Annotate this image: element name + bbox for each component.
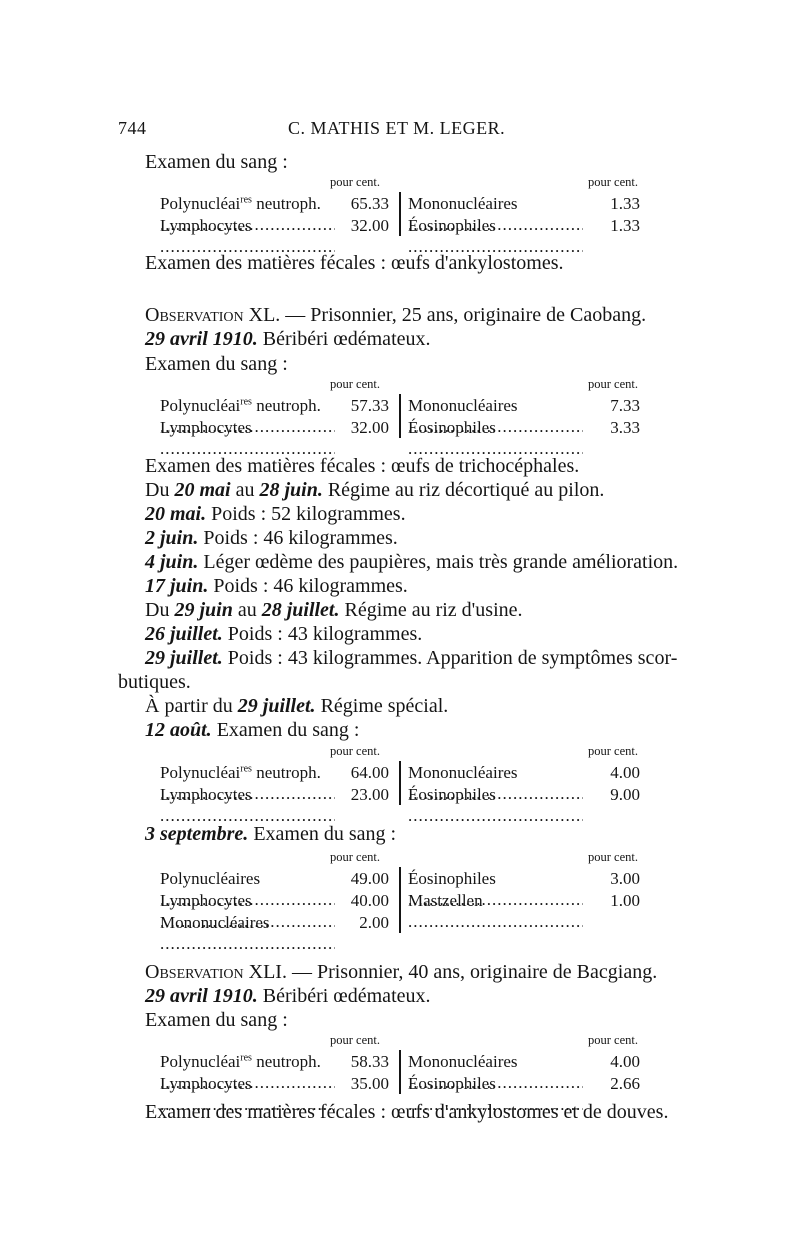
paragraph-line: Examen du sang : xyxy=(145,151,288,173)
paragraph-line: Examen des matières fécales : œufs de trichocéphales. xyxy=(145,455,580,477)
cell-label: Polynucléai$^{res}$ neutroph. ..... xyxy=(160,395,335,437)
cell-label: Polynucléai$^{res}$ neutroph. ..... xyxy=(160,193,335,235)
unit-header-left: pour cent. xyxy=(330,377,380,391)
paragraph-line: 29 juillet. Poids : 43 kilogrammes. Apparition de symptômes scor- xyxy=(145,647,678,669)
table-row xyxy=(160,762,640,783)
cell-label: Lymphocytes ..... xyxy=(160,784,335,826)
paragraph-line: 2 juin. Poids : 46 kilogrammes. xyxy=(145,527,398,549)
paragraph-line: butiques. xyxy=(118,671,191,693)
cell-label: Lymphocytes ..... xyxy=(160,215,335,257)
cell-label-right: Mononucléaires ..... xyxy=(408,1051,583,1093)
cell-value-right: 1.00 xyxy=(610,891,640,910)
paragraph-line: Du 29 juin au 28 juillet. Régime au riz d'usine. xyxy=(145,599,523,621)
paragraph-line: À partir du 29 juillet. Régime spécial. xyxy=(145,695,449,717)
cell-value-right: 2.66 xyxy=(610,1074,640,1093)
running-title: C. MATHIS ET M. LEGER. xyxy=(288,118,506,138)
observation-heading: Observation XLI. — Prisonnier, 40 ans, originaire de Bacgiang. xyxy=(145,961,658,983)
paragraph-line: Examen des matières fécales : œufs d'ankylostomes et de douves. xyxy=(145,1101,669,1123)
cell-value-right: 9.00 xyxy=(610,785,640,804)
unit-header-right: pour cent. xyxy=(588,377,638,391)
table-row xyxy=(160,193,640,214)
cell-label: Lymphocytes ..... xyxy=(160,417,335,459)
cell-label-right: Mononucléaires ..... xyxy=(408,762,583,804)
paragraph-line: Examen du sang : xyxy=(145,353,288,375)
cell-label-right: Mastzellen ..... xyxy=(408,890,583,932)
cell-label: Lymphocytes ..... xyxy=(160,1073,335,1115)
page-number: 744 xyxy=(118,118,147,138)
unit-header-left: pour cent. xyxy=(330,1033,380,1047)
paragraph-line: 3 septembre. Examen du sang : xyxy=(145,823,397,845)
paragraph-line: Examen des matières fécales : œufs d'ankylostomes. xyxy=(145,252,564,274)
cell-label-right: Mononucléaires ..... xyxy=(408,193,583,235)
cell-value-right: 1.33 xyxy=(610,216,640,235)
unit-header-right: pour cent. xyxy=(588,175,638,189)
cell-label-right: Éosinophiles ..... xyxy=(408,868,583,910)
cell-value: 35.00 xyxy=(350,1074,389,1093)
cell-label: Lymphocytes ..... xyxy=(160,890,335,932)
cell-value: 64.00 xyxy=(350,763,389,782)
unit-header-left: pour cent. xyxy=(330,850,380,864)
observation-heading: Observation XL. — Prisonnier, 25 ans, originaire de Caobang. xyxy=(145,304,647,326)
paragraph-line: 4 juin. Léger œdème des paupières, mais très grande amélioration. xyxy=(145,551,679,573)
table-row xyxy=(160,1073,640,1094)
cell-label-right: Mononucléaires ..... xyxy=(408,395,583,437)
paragraph-line: 17 juin. Poids : 46 kilogrammes. xyxy=(145,575,408,597)
cell-value: 40.00 xyxy=(350,891,389,910)
cell-label-right: Éosinophiles ..... xyxy=(408,1073,583,1115)
cell-label: Polynucléaires ..... xyxy=(160,868,335,910)
cell-value: 23.00 xyxy=(350,785,389,804)
cell-label-right: Éosinophiles ..... xyxy=(408,784,583,826)
paragraph-line: 29 avril 1910. Béribéri œdémateux. xyxy=(145,328,431,350)
blood-table-5 xyxy=(160,1033,640,1099)
unit-header-right: pour cent. xyxy=(588,744,638,758)
unit-header-right: pour cent. xyxy=(588,1033,638,1047)
table-row xyxy=(160,1051,640,1072)
cell-value-right: 4.00 xyxy=(610,763,640,782)
cell-value-right: 3.33 xyxy=(610,418,640,437)
unit-header-left: pour cent. xyxy=(330,175,380,189)
blood-table-4 xyxy=(160,850,640,938)
paragraph-line: 26 juillet. Poids : 43 kilogrammes. xyxy=(145,623,423,645)
cell-value-right: 3.00 xyxy=(610,869,640,888)
cell-label: Mononucléaires ..... xyxy=(160,912,335,954)
cell-value: 57.33 xyxy=(350,396,389,415)
paragraph-line: 20 mai. Poids : 52 kilogrammes. xyxy=(145,503,406,525)
cell-value: 32.00 xyxy=(350,418,389,437)
cell-value-right: 1.33 xyxy=(610,194,640,213)
paragraph-line: 29 avril 1910. Béribéri œdémateux. xyxy=(145,985,431,1007)
table-row xyxy=(160,417,640,438)
cell-label-right: Éosinophiles ..... xyxy=(408,215,583,257)
unit-header-right: pour cent. xyxy=(588,850,638,864)
cell-value: 65.33 xyxy=(350,194,389,213)
blood-table-1 xyxy=(160,175,640,241)
table-row xyxy=(160,890,640,911)
cell-label: Polynucléai$^{res}$ neutroph. ..... xyxy=(160,1051,335,1093)
table-row xyxy=(160,784,640,805)
cell-value: 32.00 xyxy=(350,216,389,235)
cell-value-right: 7.33 xyxy=(610,396,640,415)
blood-table-3 xyxy=(160,744,640,810)
cell-value: 58.33 xyxy=(350,1052,389,1071)
cell-label: Polynucléai$^{res}$ neutroph. ..... xyxy=(160,762,335,804)
paragraph-line: Examen du sang : xyxy=(145,1009,288,1031)
paragraph-line: 12 août. Examen du sang : xyxy=(145,719,360,741)
cell-value: 2.00 xyxy=(359,913,389,932)
blood-table-2 xyxy=(160,377,640,443)
table-row xyxy=(160,868,640,889)
table-row xyxy=(160,215,640,236)
cell-value: 49.00 xyxy=(350,869,389,888)
cell-value-right: 4.00 xyxy=(610,1052,640,1071)
cell-label-right: Éosinophiles ..... xyxy=(408,417,583,459)
table-row xyxy=(160,395,640,416)
paragraph-line: Du 20 mai au 28 juin. Régime au riz décortiqué au pilon. xyxy=(145,479,605,501)
table-row xyxy=(160,912,640,933)
unit-header-left: pour cent. xyxy=(330,744,380,758)
